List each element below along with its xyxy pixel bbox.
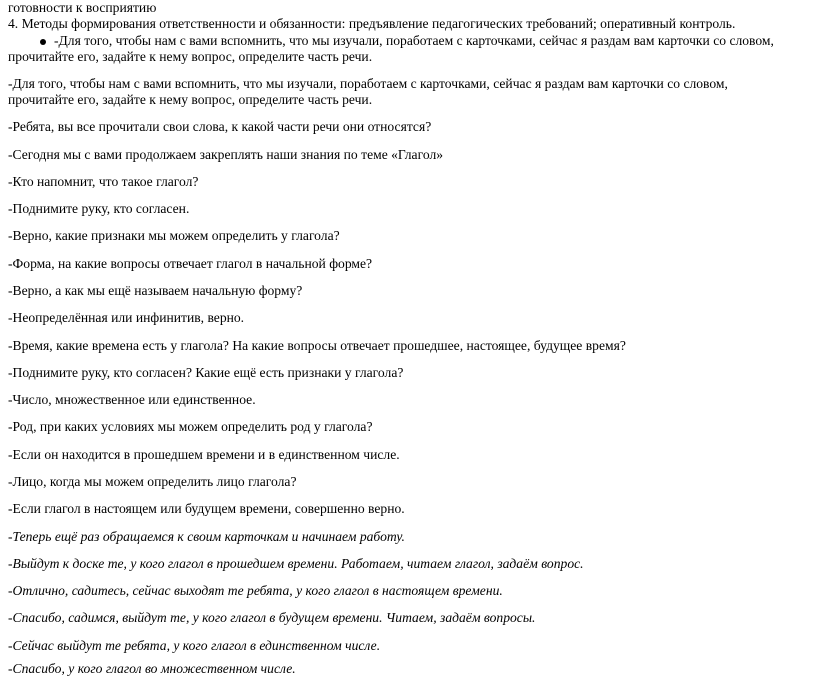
paragraph: -Сегодня мы с вами продолжаем закреплять наши знания по теме «Глагол» (8, 147, 444, 162)
paragraph: -Ребята, вы все прочитали свои слова, к какой части речи они относятся? (8, 119, 432, 134)
bullet-dot-icon (40, 39, 46, 45)
bullet-line-2: прочитайте его, задайте к нему вопрос, определите часть речи. (8, 49, 373, 64)
intro-line-1: -Для того, чтобы нам с вами вспомнить, что мы изучали, поработаем с карточками, сейчас я раздам вам карточки со словом, (8, 76, 728, 91)
paragraph: -Верно, какие признаки мы можем определить у глагола? (8, 228, 340, 243)
paragraph: -Поднимите руку, кто согласен? Какие ещё есть признаки у глагола? (8, 365, 404, 380)
italic-paragraph: -Теперь ещё раз обращаемся к своим карточкам и начинаем работу. (8, 529, 405, 544)
paragraph: -Время, какие времена есть у глагола? На какие вопросы отвечает прошедшее, настоящее, будущее время? (8, 338, 626, 353)
paragraph: -Верно, а как мы ещё называем начальную форму? (8, 283, 303, 298)
header-line-1: готовности к восприятию (8, 0, 157, 15)
paragraph: -Лицо, когда мы можем определить лицо глагола? (8, 474, 297, 489)
bullet-line-1: -Для того, чтобы нам с вами вспомнить, что мы изучали, поработаем с карточками, сейчас я раздам вам карточки со словом, (54, 33, 774, 48)
paragraph: -Кто напомнит, что такое глагол? (8, 174, 199, 189)
italic-paragraph: -Выйдут к доске те, у кого глагол в прошедшем времени. Работаем, читаем глагол, задаём вопрос. (8, 556, 584, 571)
italic-paragraph: -Спасибо, у кого глагол во множественном числе. (8, 661, 296, 676)
italic-paragraph: -Сейчас выйдут те ребята, у кого глагол в единственном числе. (8, 638, 381, 653)
paragraph: -Число, множественное или единственное. (8, 392, 256, 407)
paragraph: -Поднимите руку, кто согласен. (8, 201, 190, 216)
intro-line-2: прочитайте его, задайте к нему вопрос, определите часть речи. (8, 92, 373, 107)
paragraph: -Род, при каких условиях мы можем определить род у глагола? (8, 419, 373, 434)
italic-paragraph: -Отлично, садитесь, сейчас выходят те ребята, у кого глагол в настоящем времени. (8, 583, 503, 598)
paragraph: -Если глагол в настоящем или будущем времени, совершенно верно. (8, 501, 405, 516)
italic-paragraph: -Спасибо, садимся, выйдут те, у кого глагол в будущем времени. Читаем, задаём вопросы. (8, 610, 536, 625)
paragraph: -Форма, на какие вопросы отвечает глагол в начальной форме? (8, 256, 373, 271)
paragraph: -Если он находится в прошедшем времени и в единственном числе. (8, 447, 400, 462)
paragraph: -Неопределённая или инфинитив, верно. (8, 310, 245, 325)
header-line-2: 4. Методы формирования ответственности и обязанности: предъявление педагогических требований; оперативный контроль. (8, 16, 736, 31)
